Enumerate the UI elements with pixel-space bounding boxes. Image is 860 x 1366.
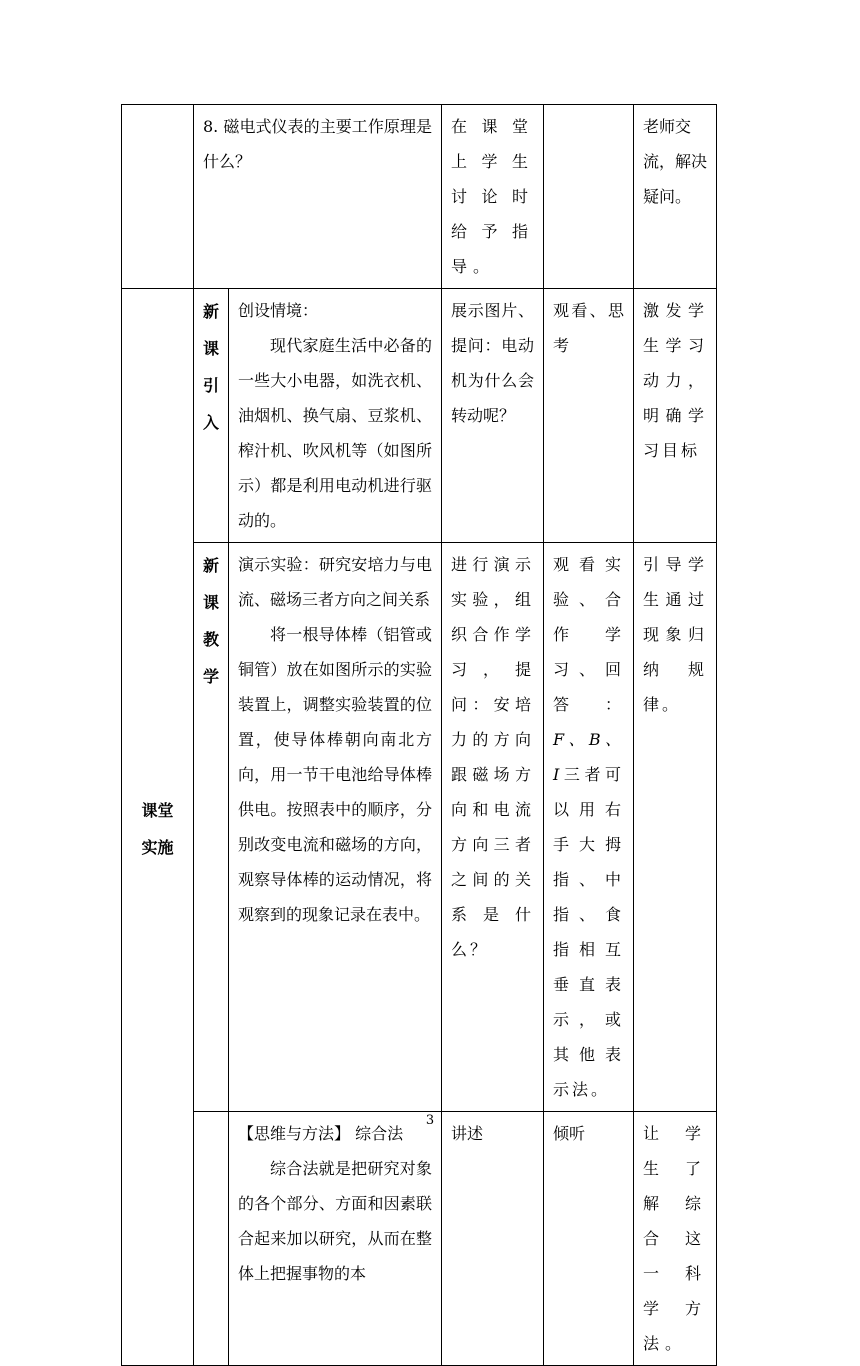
content-heading: 创设情境： xyxy=(238,301,319,320)
sub-stage-cell-empty xyxy=(194,1112,229,1366)
table-row-teach xyxy=(122,543,717,1112)
content-body: 将一根导体棒（铝管或铜管）放在如图所示的实验装置上，调整实验装置的位置，使导体棒朝向南北方向，用一节干电池给导体棒供电。按照表中的顺序，分别改变电流和磁场的方向，观察导体棒的运动情况，将观察到的现象记录在表中。 xyxy=(238,625,433,924)
table-row-q8 xyxy=(122,105,717,289)
sub-stage-cell xyxy=(194,289,229,543)
student-answer-prefix: 观看实验、合作学习、回答： xyxy=(553,555,625,714)
stage-label: 课堂实施 xyxy=(141,801,174,857)
design-intent-cell: 引导学生通过现象归纳规律。 xyxy=(634,543,717,1112)
content-cell xyxy=(229,289,442,543)
content-body: 现代家庭生活中必备的一些大小电器，如洗衣机、油烟机、换气扇、豆浆机、榨汁机、吹风机等（如图所示）都是利用电动机进行驱动的。 xyxy=(238,336,433,530)
teacher-activity-cell: 进行演示实验，组织合作学习，提问：安培力的方向跟磁场方向和电流方向三者之间的关系是什么？ xyxy=(442,543,544,1112)
content-body: 综合法就是把研究对象的各个部分、方面和因素联合起来加以研究，从而在整体上把握事物的本 xyxy=(238,1159,433,1283)
stage-cell-empty xyxy=(122,105,194,289)
content-cell xyxy=(229,543,442,1112)
teacher-activity-cell: 展示图片、提问：电动机为什么会转动呢？ xyxy=(442,289,544,543)
content-heading: 演示实验：研究安培力与电流、磁场三者方向之间关系 xyxy=(238,555,433,609)
table-row-intro xyxy=(122,289,717,543)
design-intent-cell: 老师交流，解决疑问。 xyxy=(634,105,717,289)
student-activity-cell: 倾听 xyxy=(544,1112,634,1366)
student-answer-suffix: 三者可以用右手大拇指、中指、食指相互垂直表示，或其他表示法。 xyxy=(553,765,625,1099)
table-row-method xyxy=(122,1112,717,1366)
design-intent-cell: 让学生了解综合这一科学方法。 xyxy=(634,1112,717,1366)
student-activity-cell xyxy=(544,543,634,1112)
student-answer-symbols: F、B、I xyxy=(553,730,625,784)
student-activity-cell xyxy=(544,105,634,289)
student-activity-cell: 观看、思考 xyxy=(544,289,634,543)
teacher-activity-cell: 在课堂上学生讨论时给予指导。 xyxy=(442,105,544,289)
page-number: 3 xyxy=(425,1113,435,1128)
stage-label-cell xyxy=(122,289,194,1366)
sub-stage-label: 新课教学 xyxy=(202,556,219,686)
content-heading: 【思维与方法】 综合法 xyxy=(238,1124,404,1143)
sub-stage-cell xyxy=(194,543,229,1112)
lesson-plan-table xyxy=(121,104,717,1366)
content-cell xyxy=(229,1112,442,1366)
content-cell: 8. 磁电式仪表的主要工作原理是什么？ xyxy=(194,105,442,289)
teacher-activity-cell: 讲述 xyxy=(442,1112,544,1366)
sub-stage-label: 新课引入 xyxy=(202,302,219,432)
design-intent-cell: 激发学生学习动力，明确学习目标 xyxy=(634,289,717,543)
